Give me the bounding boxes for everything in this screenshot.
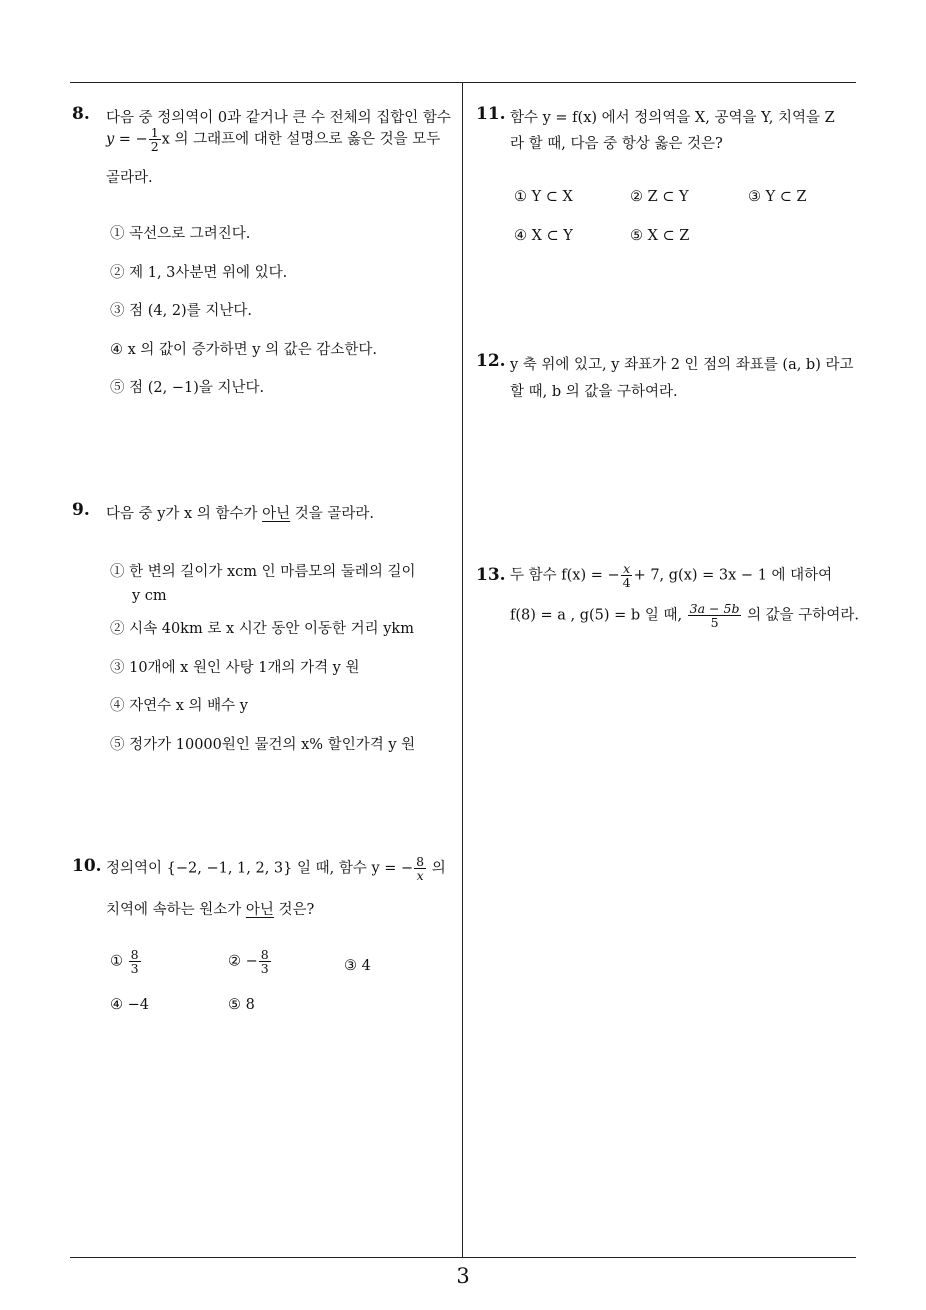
question-text: 할 때, b 의 값을 구하여라. <box>510 384 678 400</box>
question-text: 라 할 때, 다음 중 항상 옳은 것은? <box>510 136 723 152</box>
option-1[interactable]: ① 한 변의 길이가 xcm 인 마름모의 둘레의 길이 <box>110 564 416 580</box>
question-text: 함수 y = f(x) 에서 정의역을 X, 공역을 Y, 치역을 Z <box>510 110 835 126</box>
option-2[interactable]: ② 제 1, 3사분면 위에 있다. <box>110 265 288 281</box>
option-2[interactable]: ② 시속 40km 로 x 시간 동안 이동한 거리 ykm <box>110 621 414 637</box>
option-3[interactable]: ③ Y ⊂ Z <box>748 189 807 205</box>
question-number: 9. <box>72 500 90 520</box>
option-5[interactable]: ⑤ 점 (2, −1)을 지난다. <box>110 380 265 396</box>
option-4[interactable]: ④ −4 <box>110 997 149 1013</box>
question-text: y = − $\frac{1}{2}$ x 의 그래프에 대한 설명으로 옳은 것을 모두 <box>106 125 441 155</box>
option-4[interactable]: ④ X ⊂ Y <box>514 228 573 244</box>
question-number: 13. <box>476 565 506 585</box>
option-3[interactable]: ③ 점 (4, 2)를 지난다. <box>110 303 252 319</box>
question-number: 8. <box>72 104 90 124</box>
question-text: y 축 위에 있고, y 좌표가 2 인 점의 좌표를 (a, b) 라고 <box>510 357 854 373</box>
question-text: f(8) = a , g(5) = b 일 때, $\frac{3a - 5b}{5}$ 의 값을 구하여라. <box>510 601 859 631</box>
option-1[interactable]: ① $\frac{8}{3}$ <box>110 947 139 977</box>
question-text: 골라라. <box>106 170 153 186</box>
question-text: 정의역이 {−2, −1, 1, 2, 3} 일 때, 함수 y = − $\frac{8}{x}$ 의 <box>106 854 446 884</box>
option-5[interactable]: ⑤ 정가가 10000원인 물건의 x% 할인가격 y 원 <box>110 737 416 753</box>
option-1-continued: y cm <box>132 588 167 604</box>
option-5[interactable]: ⑤ X ⊂ Z <box>630 228 690 244</box>
question-text: 치역에 속하는 원소가 아닌 것은? <box>106 902 315 918</box>
question-text: 두 함수 f(x) = − $\frac{x}{4}$ + 7, g(x) = 3x − 1 에 대하여 <box>510 561 833 591</box>
question-number: 10. <box>72 856 102 876</box>
question-number: 11. <box>476 104 506 124</box>
option-2[interactable]: ② Z ⊂ Y <box>630 189 689 205</box>
option-1[interactable]: ① 곡선으로 그려진다. <box>110 226 251 242</box>
page-number: 3 <box>456 1264 470 1288</box>
question-text: 다음 중 정의역이 0과 같거나 큰 수 전체의 집합인 함수 <box>106 110 451 126</box>
option-5[interactable]: ⑤ 8 <box>228 997 255 1013</box>
option-4[interactable]: ④ 자연수 x 의 배수 y <box>110 698 248 714</box>
option-2[interactable]: ② − $\frac{8}{3}$ <box>228 947 269 977</box>
option-4[interactable]: ④ x 의 값이 증가하면 y 의 값은 감소한다. <box>110 342 377 358</box>
column-divider <box>462 82 463 1258</box>
option-3[interactable]: ③ 10개에 x 원인 사탕 1개의 가격 y 원 <box>110 660 360 676</box>
question-number: 12. <box>476 351 506 371</box>
bottom-rule <box>70 1257 856 1258</box>
top-rule <box>70 82 856 83</box>
question-text: 다음 중 y가 x 의 함수가 아닌 것을 골라라. <box>106 506 374 522</box>
option-3[interactable]: ③ 4 <box>344 958 371 974</box>
option-1[interactable]: ① Y ⊂ X <box>514 189 573 205</box>
